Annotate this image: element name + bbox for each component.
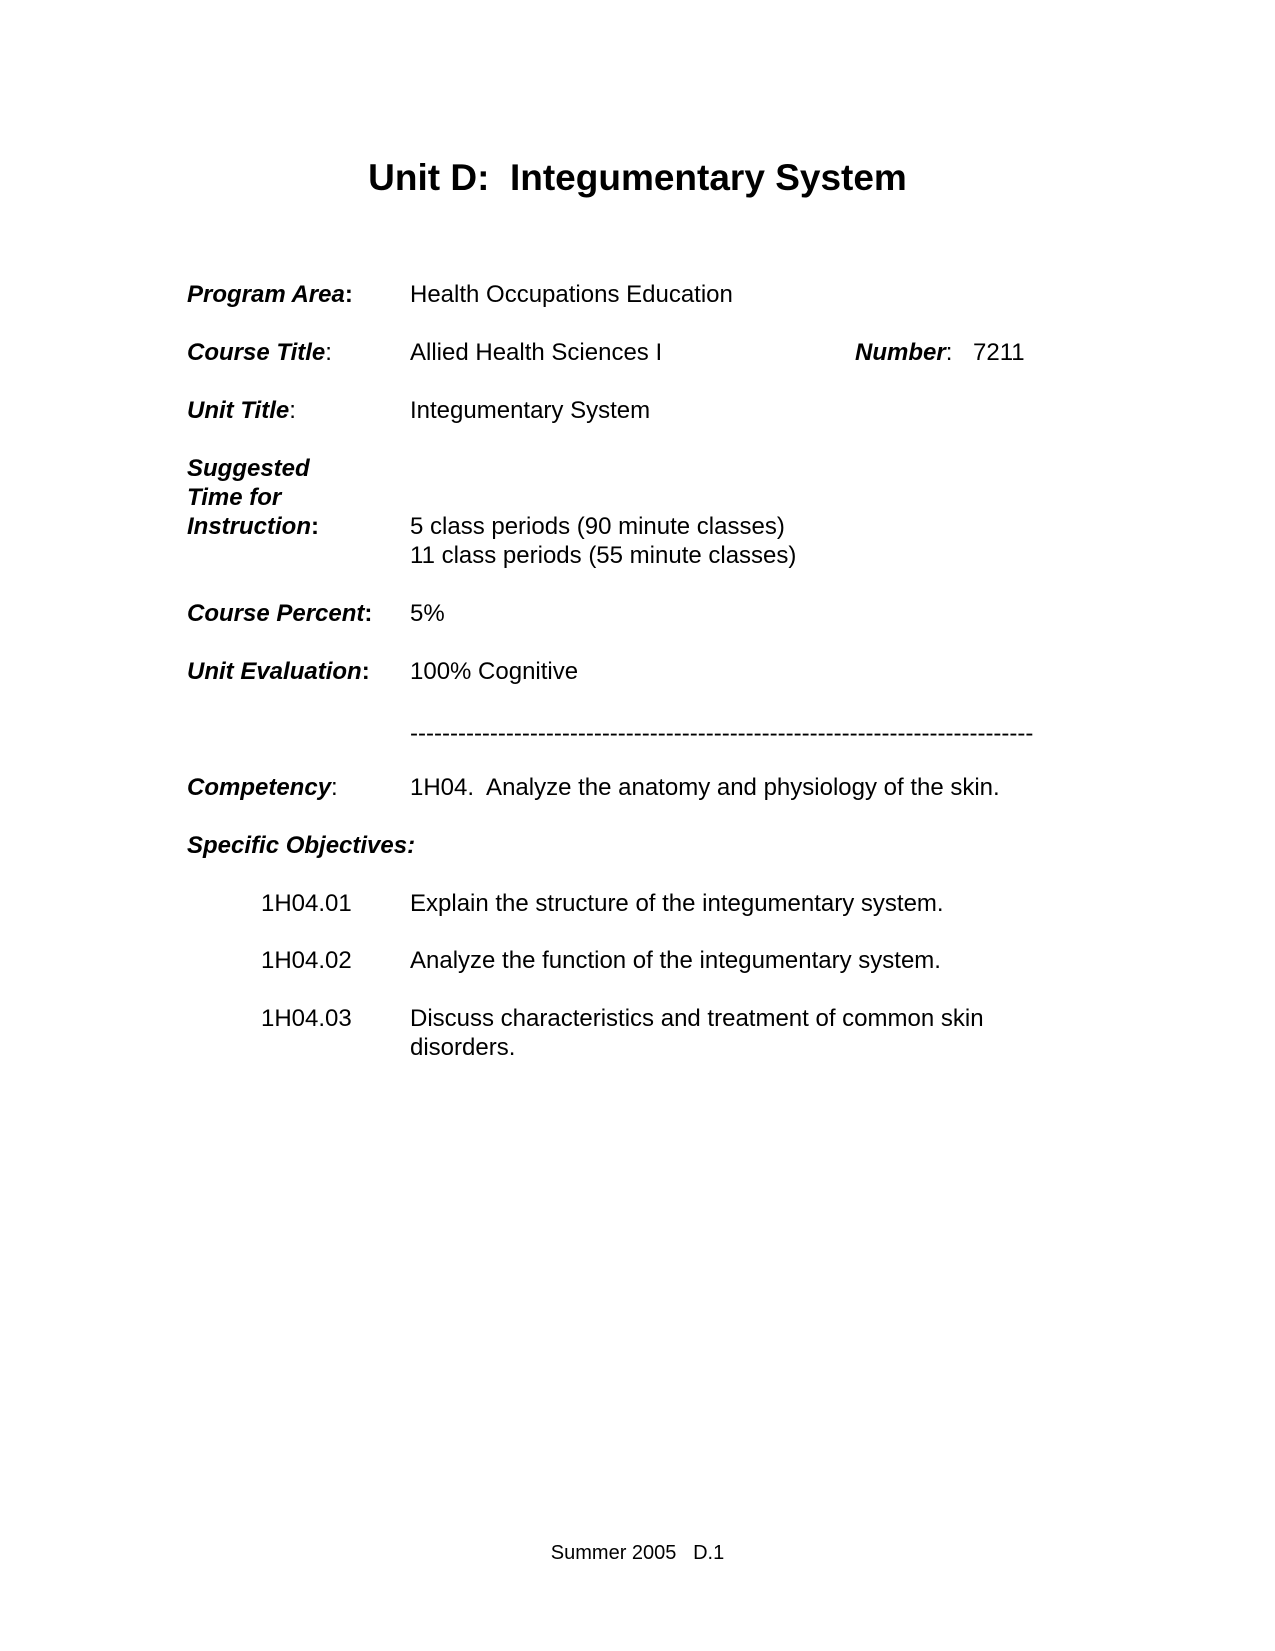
course-title-value: Allied Health Sciences I <box>410 339 663 366</box>
program-area-value: Health Occupations Education <box>410 281 733 308</box>
suggested-time-value-line1: 5 class periods (90 minute classes) <box>410 513 785 540</box>
unit-title-label: Unit Title: <box>187 397 296 424</box>
objective-text: Analyze the function of the integumentary system. <box>410 947 941 974</box>
course-title-label: Course Title: <box>187 339 332 366</box>
unit-evaluation-label: Unit Evaluation: <box>187 658 370 685</box>
suggested-time-label-line1: Suggested <box>187 455 310 482</box>
program-area-label: Program Area: <box>187 281 353 308</box>
objective-text: Discuss characteristics and treatment of common skin disorders. <box>410 1005 984 1061</box>
specific-objectives-heading: Specific Objectives: <box>187 832 416 859</box>
competency-value: 1H04. Analyze the anatomy and physiology of the skin. <box>410 774 1000 801</box>
course-percent-value: 5% <box>410 600 445 627</box>
page-footer: Summer 2005 D.1 <box>550 1542 725 1564</box>
unit-evaluation-value: 100% Cognitive <box>410 658 579 685</box>
suggested-time-label-line3: Instruction: <box>187 513 319 540</box>
course-percent-label: Course Percent: <box>187 600 373 627</box>
suggested-time-value-line2: 11 class periods (55 minute classes) <box>410 542 797 569</box>
objective-code: 1H04.02 <box>261 947 352 974</box>
suggested-time-label-line2: Time for <box>187 484 282 511</box>
unit-title-value: Integumentary System <box>410 397 651 424</box>
objective-code: 1H04.03 <box>261 1005 352 1032</box>
number-label: Number: <box>855 339 953 366</box>
objective-code: 1H04.01 <box>261 890 352 917</box>
competency-label: Competency: <box>187 774 338 801</box>
objective-text: Explain the structure of the integumentary system. <box>410 890 944 917</box>
dashed-divider: ------------------------------------------------------------------------------ <box>410 720 1034 747</box>
page-title: Unit D: Integumentary System <box>368 157 907 198</box>
number-value: 7211 <box>973 339 1025 366</box>
